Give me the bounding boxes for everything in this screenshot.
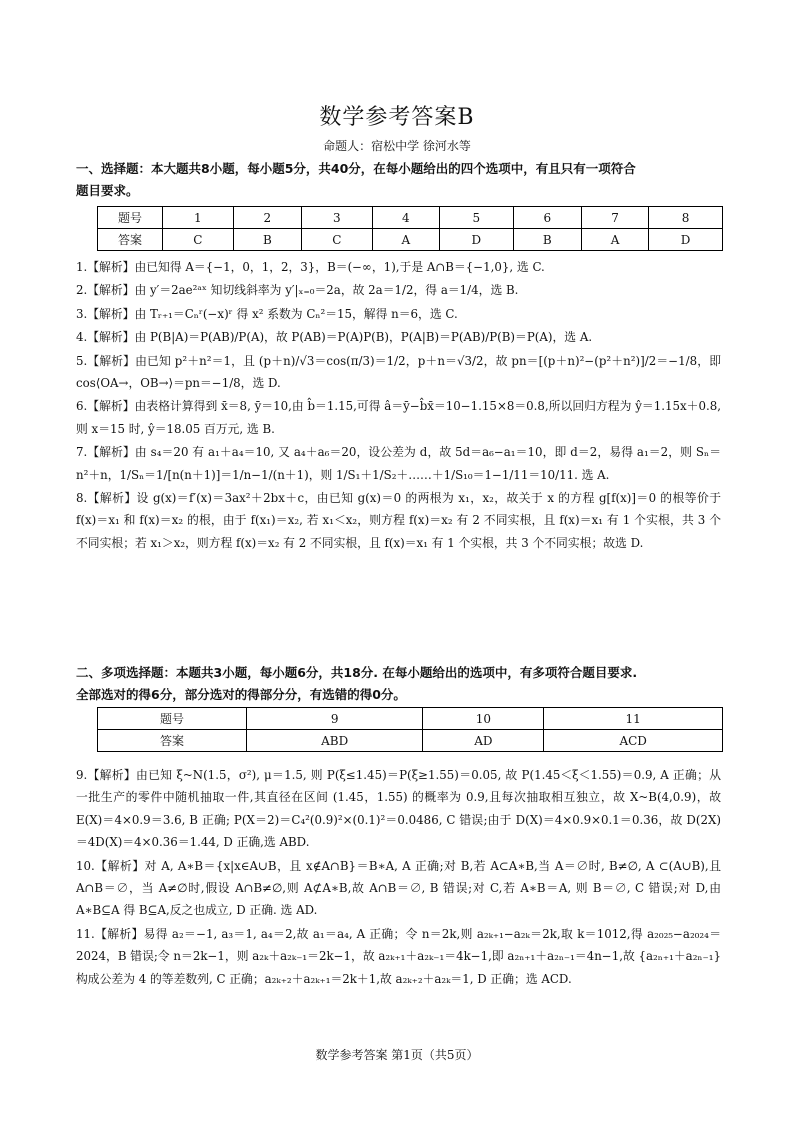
section1-solutions — [76, 256, 721, 555]
solution-item: 2.【解析】由 y′＝2ae²ᵃˣ 知切线斜率为 y′|ₓ₌₀＝2a，故 2a＝1/2，得 a＝1/4，选 B. — [76, 283, 519, 298]
section1-heading-line1: 一、选择题：本大题共8小题，每小题5分，共40分，在每小题给出的四个选项中，有且只有一项符合 — [76, 161, 636, 176]
table-row-answers — [98, 730, 723, 752]
answer-cell: A — [581, 229, 648, 251]
section2-solutions — [76, 764, 721, 991]
section2-answer-table — [97, 707, 723, 752]
answer-cell: B — [233, 229, 301, 251]
page-footer: 数学参考答案 第1页（共5页） — [315, 1048, 479, 1062]
question-number-cell: 11 — [544, 708, 723, 730]
solution-item: 1.【解析】由已知得 A＝{−1，0，1，2，3}，B＝(−∞，1),于是 A∩B＝{−1,0}, 选 C. — [76, 260, 545, 274]
solution-item: 6.【解析】由表格计算得到 x̄＝8, ȳ＝10,由 b̂＝1.15,可得 â＝ȳ−b̂x̄＝10−1.15×8＝0.8,所以回归方程为 ŷ＝1.15x＋0.8,则 x＝15 时, ŷ＝18.05 百万元, 选 B. — [76, 399, 721, 436]
table-row-questions — [98, 708, 723, 730]
solution-item: 11.【解析】易得 a₂＝−1, a₃＝1, a₄＝2,故 a₁＝a₄, A 正确；令 n＝2k,则 a₂ₖ₊₁−a₂ₖ＝2k,取 k＝1012,得 a₂₀₂₅−a₂₀₂₄＝2024，B 错误;令 n＝2k−1，则 a₂ₖ＋a₂ₖ₋₁＝2k−1，故 a₂ₖ₊₁＋a₂ₖ₋₁＝4k−1,即 a₂ₙ₊₁＋a₂ₙ₋₁＝4n−1,故 {a₂ₙ₊₁＋a₂ₙ₋₁} 构成公差为 4 的等差数列, C 正确；a₂ₖ₊₂＋a₂ₖ₊₁＝2k＋1,故 a₂ₖ₊₂＋a₂ₖ＝1, D 正确；选 ACD. — [76, 926, 721, 986]
solution-item: 3.【解析】由 Tᵣ₊₁＝Cₙʳ(−x)ʳ 得 x² 系数为 Cₙ²＝15，解得 n＝6，选 C. — [76, 306, 458, 321]
section2-heading-line2: 全部选对的得6分，部分选对的得部分分，有选错的得0分。 — [76, 687, 406, 702]
table-header-cell: 题号 — [98, 708, 247, 730]
question-number-cell: 8 — [649, 207, 723, 229]
solution-item: 9.【解析】由已知 ξ~N(1.5，σ²), μ＝1.5, 则 P(ξ≤1.45)＝P(ξ≥1.55)＝0.05, 故 P(1.45＜ξ＜1.55)＝0.9, A 正确；从一批生产的零件中随机抽取一件,其直径在区间 (1.45，1.55) 的概率为 0.9,且每次抽取相互独立，故 X~B(4,0.9)，故 E(X)＝4×0.9＝3.6, B 正确; P(X＝2)＝C₄²(0.9)²×(0.1)²＝0.0486, C 错误;由于 D(X)＝4×0.9×0.1＝0.36，故 D(2X)＝4D(X)＝4×0.36＝1.44, D 正确,选 ABD. — [76, 768, 721, 850]
answer-cell: D — [649, 229, 723, 251]
table-header-cell: 题号 — [98, 207, 163, 229]
section1-heading-line2: 题目要求。 — [76, 183, 139, 198]
author-line: 命题人：宿松中学 徐河水等 — [323, 139, 471, 153]
question-number-cell: 4 — [372, 207, 439, 229]
answer-cell: ACD — [544, 730, 723, 752]
answer-cell: ABD — [247, 730, 423, 752]
table-header-cell: 答案 — [98, 730, 247, 752]
question-number-cell: 7 — [581, 207, 648, 229]
solution-item: 5.【解析】由已知 p²＋n²＝1，且 (p＋n)/√3＝cos(π/3)＝1/2，p＋n＝√3/2，故 pn＝[(p＋n)²−(p²＋n²)]/2＝−1/8，即 cos⟨OA→，OB→⟩＝pn＝−1/8，选 D. — [76, 353, 721, 391]
section1-answer-table — [97, 206, 723, 251]
answer-cell: C — [302, 229, 373, 251]
answer-cell: C — [163, 229, 234, 251]
answer-cell: A — [372, 229, 439, 251]
solution-item: 8.【解析】设 g(x)＝f′(x)＝3ax²＋2bx＋c，由已知 g(x)＝0 的两根为 x₁，x₂，故关于 x 的方程 g[f(x)]＝0 的根等价于 f(x)＝x₁ 和 f(x)＝x₂ 的根，由于 f(x₁)＝x₂, 若 x₁＜x₂，则方程 f(x)＝x₂ 有 2 不同实根，且 f(x)＝x₁ 有 1 个实根，共 3 个不同实根；若 x₁＞x₂，则方程 f(x)＝x₂ 有 2 不同实根，且 f(x)＝x₁ 有 1 个实根，共 3 个不同实根；故选 D. — [76, 491, 721, 550]
question-number-cell: 10 — [423, 708, 544, 730]
question-number-cell: 3 — [302, 207, 373, 229]
question-number-cell: 5 — [439, 207, 513, 229]
table-header-cell: 答案 — [98, 229, 163, 251]
document-title: 数学参考答案B — [319, 105, 475, 130]
question-number-cell: 2 — [233, 207, 301, 229]
answer-cell: D — [439, 229, 513, 251]
answer-cell: B — [513, 229, 581, 251]
question-number-cell: 9 — [247, 708, 423, 730]
answer-cell: AD — [423, 730, 544, 752]
solution-item: 7.【解析】由 s₄＝20 有 a₁＋a₄＝10, 又 a₄＋a₆＝20，设公差为 d，故 5d＝a₆−a₁＝10，即 d＝2，易得 a₁＝2，则 Sₙ＝n²＋n，1/Sₙ＝1/[n(n＋1)]＝1/n−1/(n＋1)，则 1/S₁＋1/S₂＋……＋1/S₁₀＝1−1/11＝10/11. 选 A. — [76, 445, 721, 482]
solution-item: 4.【解析】由 P(B|A)＝P(AB)/P(A)，故 P(AB)＝P(A)P(B)，P(A|B)＝P(AB)/P(B)＝P(A)，选 A. — [76, 330, 593, 345]
question-number-cell: 6 — [513, 207, 581, 229]
section2-heading — [76, 662, 721, 706]
table-row-questions — [98, 207, 723, 229]
section2-heading-line1: 二、多项选择题：本题共3小题，每小题6分，共18分. 在每小题给出的选项中，有多项符合题目要求. — [76, 665, 638, 680]
section1-heading — [76, 158, 721, 202]
question-number-cell: 1 — [163, 207, 234, 229]
table-row-answers — [98, 229, 723, 251]
solution-item: 10.【解析】对 A, A∗B＝{x|x∈A∪B，且 x∉A∩B}＝B∗A, A 正确;对 B,若 A⊂A∗B,当 A＝∅时, B≠∅, A ⊂(A∪B),且 A∩B＝∅，当 A≠∅时,假设 A∩B≠∅,则 A⊄A∗B,故 A∩B＝∅, B 错误;对 C,若 A∗B＝A, 则 B＝∅, C 错误;对 D,由 A∗B⊆A 得 B⊆A,反之也成立, D 正确. 选 AD. — [76, 858, 721, 918]
